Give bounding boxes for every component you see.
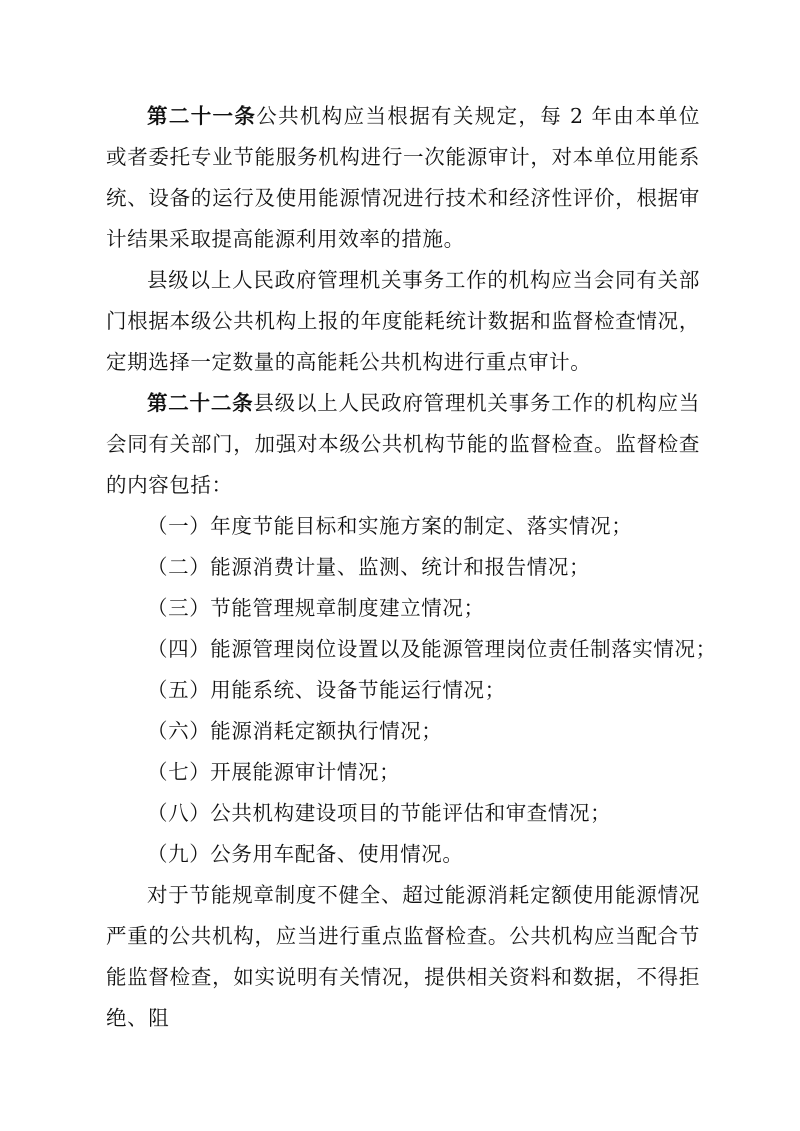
list-item: （五）用能系统、设备节能运行情况； (147, 678, 506, 702)
list-item: （三）节能管理规章制度建立情况； (147, 596, 485, 620)
list-item: （二）能源消费计量、监测、统计和报告情况； (147, 555, 591, 579)
article-21-paragraph (106, 96, 700, 260)
list-item: （六）能源消耗定额执行情况； (147, 719, 443, 743)
list-item: （八）公共机构建设项目的节能评估和审查情况； (147, 801, 612, 825)
article-21-paragraph-2: 县级以上人民政府管理机关事务工作的机构应当会同有关部门根据本级公共机构上报的年度能耗统计数据和监督检查情况，定期选择一定数量的高能耗公共机构进行重点审计。 (106, 268, 700, 374)
list-item: （一）年度节能目标和实施方案的制定、落实情况； (147, 514, 633, 538)
article-21-text: 公共机构应当根据有关规定，每 2 年由本单位或者委托专业节能服务机构进行一次能源审计，对本单位用能系统、设备的运行及使用能源情况进行技术和经济性评价，根据审计结果采取提高能源利用效率的措施。 (106, 104, 700, 251)
article-22-paragraph (106, 383, 700, 506)
article-22-text: 县级以上人民政府管理机关事务工作的机构应当会同有关部门，加强对本级公共机构节能的监督检查。监督检查的内容包括： (106, 391, 701, 497)
document-body (106, 96, 717, 1039)
list-item: （九）公务用车配备、使用情况。 (147, 842, 464, 866)
article-22-number: 第二十二条 (147, 391, 254, 415)
closing-paragraph: 对于节能规章制度不健全、超过能源消耗定额使用能源情况严重的公共机构，应当进行重点监督检查。公共机构应当配合节能监督检查，如实说明有关情况，提供相关资料和数据，不得拒绝、阻 (106, 883, 700, 1030)
list-item: （四）能源管理岗位设置以及能源管理岗位责任制落实情况； (147, 637, 717, 661)
article-21-number: 第二十一条 (147, 104, 257, 128)
list-item: （七）开展能源审计情况； (147, 760, 401, 784)
